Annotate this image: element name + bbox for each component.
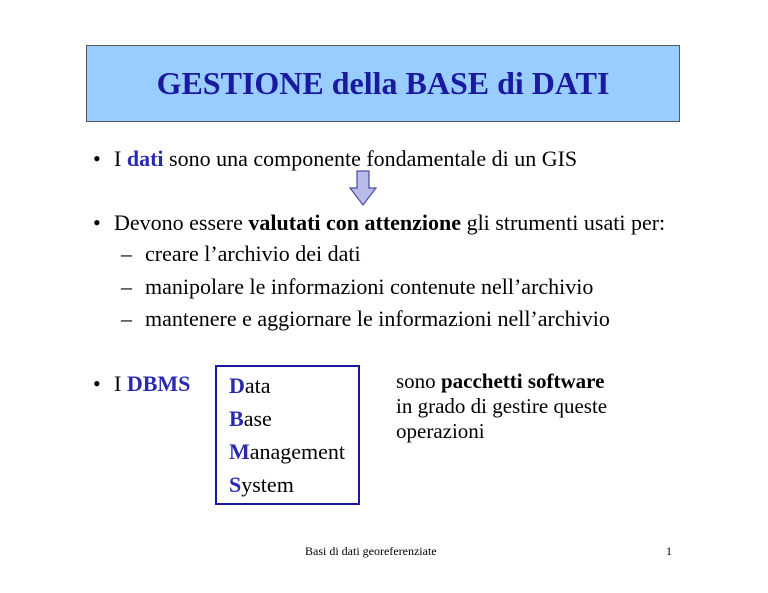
desc-bold: pacchetti software: [440, 369, 605, 393]
footer-text: Basi di dati georeferenziate: [305, 544, 437, 558]
desc-line-1: [396, 369, 607, 394]
sub-item: creare l’archivio dei dati: [145, 241, 361, 266]
dash-marker: –: [121, 241, 132, 266]
desc-line-2: in grado di gestire queste: [396, 394, 608, 418]
bullet-2-text: [114, 210, 665, 236]
desc-pre: sono: [396, 369, 441, 393]
dbms-line: [229, 373, 271, 399]
dbms-initial: M: [229, 439, 250, 464]
desc-line-3: operazioni: [396, 419, 485, 443]
bullet-marker: •: [93, 146, 101, 171]
title-box: [86, 45, 680, 122]
bullet-2-post: gli strumenti usati per:: [461, 210, 666, 235]
down-arrow-icon: [349, 170, 377, 206]
page-number: 1: [666, 544, 672, 558]
dbms-line: [229, 472, 294, 498]
dbms-rest: ata: [244, 373, 271, 398]
dbms-description: [396, 369, 607, 444]
dash-marker: –: [121, 274, 132, 299]
dash-marker: –: [121, 306, 132, 331]
bullet-3-highlight: DBMS: [126, 371, 191, 396]
bullet-1-pre: I: [114, 146, 127, 171]
dbms-line: [229, 439, 345, 465]
dbms-rest: anagement: [249, 439, 346, 464]
dbms-initial: D: [229, 373, 245, 398]
slide-title: GESTIONE della BASE di DATI: [156, 65, 610, 101]
bullet-1-post: sono una componente fondamentale di un GIS: [163, 146, 578, 171]
bullet-1-text: [114, 146, 577, 172]
bullet-1-highlight: dati: [126, 146, 164, 171]
sub-item: manipolare le informazioni contenute nell’archivio: [145, 274, 594, 299]
dbms-initial: S: [229, 472, 242, 497]
dbms-rest: ase: [243, 406, 272, 431]
bullet-3-pre: I: [114, 371, 127, 396]
dbms-initial: B: [229, 406, 244, 431]
dbms-line: [229, 406, 272, 432]
sub-item: mantenere e aggiornare le informazioni nell’archivio: [145, 306, 610, 331]
bullet-marker: •: [93, 210, 101, 235]
bullet-2-pre: Devono essere: [114, 210, 249, 235]
dbms-rest: ystem: [241, 472, 294, 497]
dbms-acronym-box: [215, 365, 360, 505]
bullet-3-text: [114, 371, 190, 397]
bullet-2-bold: valutati con attenzione: [248, 210, 462, 235]
bullet-marker: •: [93, 371, 101, 396]
